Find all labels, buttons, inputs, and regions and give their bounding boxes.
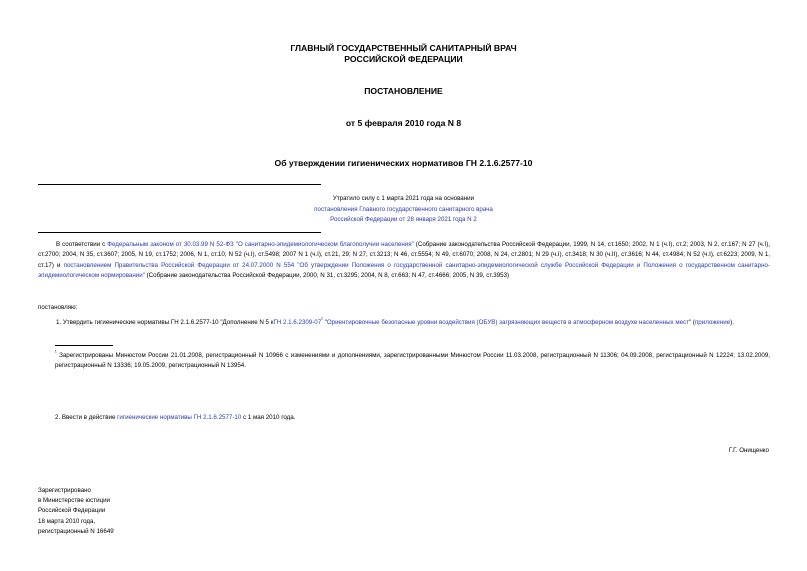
preamble-text-3: (Собрание законодательства Российской Федерации, 2000, N 31, ст.3295; 2004, N 8, ст.663; N 47, ст.4666; 2005, N 39, ст.3953) [144, 272, 510, 280]
issuer-title-line2: РОССИЙСКОЙ ФЕДЕРАЦИИ [344, 54, 463, 64]
gn-2309-07-link[interactable]: ГН 2.1.6.2309-07 [273, 319, 322, 327]
item-1-text-4: ). [730, 319, 734, 327]
footnote-text: Зарегистрированы Минюстом России 21.01.2008, регистрационный N 10966 с изменениями и дополнениями, зарегистрированными Минюстом России 11.03.2008, регистрационный N 11306; 04.09.2008, регистрационный N 12224; 13.02.2009, регистрационный N 13336; 19.05.2009, регистрационный N 13954. [55, 352, 770, 370]
status-note [0, 194, 807, 226]
footnote-separator [55, 345, 113, 346]
appendix-link[interactable]: приложение [694, 319, 731, 327]
government-decree-link[interactable]: постановлением Правительства Российской Федерации от 24.07.2000 N 554 "Об утверждении Положения о государственной санитарно-эпидемиологической службе Российской Федерации и Положения о государственном санитарно-эпидемиологическом нормировании" [38, 261, 770, 280]
registration-line4: 18 марта 2010 года, [38, 517, 96, 525]
preamble-paragraph [38, 240, 770, 282]
obuv-link[interactable]: Ориентировочные безопасные уровни воздействия (ОБУВ) загрязняющих веществ в атмосферном воздухе населенных мест [326, 319, 689, 327]
document-date: от 5 февраля 2010 года N 8 [345, 118, 462, 128]
item-1-text-1: 1. Утвердить гигиенические нормативы ГН 2.1.6.2577-10 "Дополнение N 5 к [56, 319, 274, 327]
status-note-link-line1[interactable]: постановления Главного государственного санитарного врача [314, 205, 493, 213]
document-subject: Об утверждении гигиенических нормативов ГН 2.1.6.2577-10 [274, 158, 533, 168]
federal-law-link[interactable]: Федеральным законом от 30.03.99 N 52-ФЗ "О санитарно-эпидемиологическом благополучии населения" [107, 241, 414, 248]
footnote-paragraph [55, 348, 770, 372]
status-note-line1: Утратило силу с 1 марта 2021 года на основании [332, 195, 475, 202]
registration-line5: регистрационный N 16649 [38, 527, 114, 535]
registration-line3: Российской Федерации [38, 507, 106, 515]
status-note-link-line2[interactable]: Российской Федерации от 28 января 2021 года N 2 [330, 216, 477, 223]
registration-block [38, 486, 114, 537]
item-1-text-2: " [322, 319, 327, 327]
preamble-text-2: (Собрание законодательства Российской Федерации, 1999, N 14, ст.1650; 2002, N 1 (ч.I), ст.2; 2003, N 2, ст.167; N 27 (ч.I), ст.2700; 2004, N 35, ст.3607; 2005, N 19, ст.1752; 2006, N 1, ст.10; N 52 (ч.I), ст.5498; 2007 N 1 (ч.I), ст.21, 29; N 27, ст.3213; N 46, ст.5554; N 49, ст.6070; 2008, N 24, ст.2801; N 29 (ч.I), ст.3418; N 30 (ч.II), ст.3616; N 44, ст.4984; N 52 (ч.I), ст.6223; 2009, N 1, ст.17) и [38, 241, 770, 269]
item-1-text-3: " ( [688, 319, 695, 327]
signature: Г.Г. Онищенко [728, 447, 769, 454]
footnote-mark: ¹ [55, 350, 57, 356]
item-2-paragraph [55, 413, 295, 423]
item-1-paragraph [38, 315, 770, 328]
document-type: ПОСТАНОВЛЕНИЕ [364, 86, 443, 96]
resolved-word: постановляю: [38, 304, 78, 311]
footnote-reference: ¹ [321, 317, 323, 323]
separator-bottom [38, 232, 321, 233]
issuer-title-line1: ГЛАВНЫЙ ГОСУДАРСТВЕННЫЙ САНИТАРНЫЙ ВРАЧ [290, 43, 517, 53]
separator-top [38, 184, 321, 185]
gn-2577-10-link[interactable]: гигиенические нормативы ГН 2.1.6.2577-10 [117, 414, 242, 421]
registration-line2: в Министерстве юстиции [38, 497, 111, 505]
registration-line1: Зарегистрировано [38, 487, 91, 494]
preamble-text-1: В соответствии с [56, 241, 108, 248]
item-2-text-1: 2. Ввести в действие [55, 414, 118, 421]
item-2-text-2: с 1 мая 2010 года. [241, 414, 296, 421]
